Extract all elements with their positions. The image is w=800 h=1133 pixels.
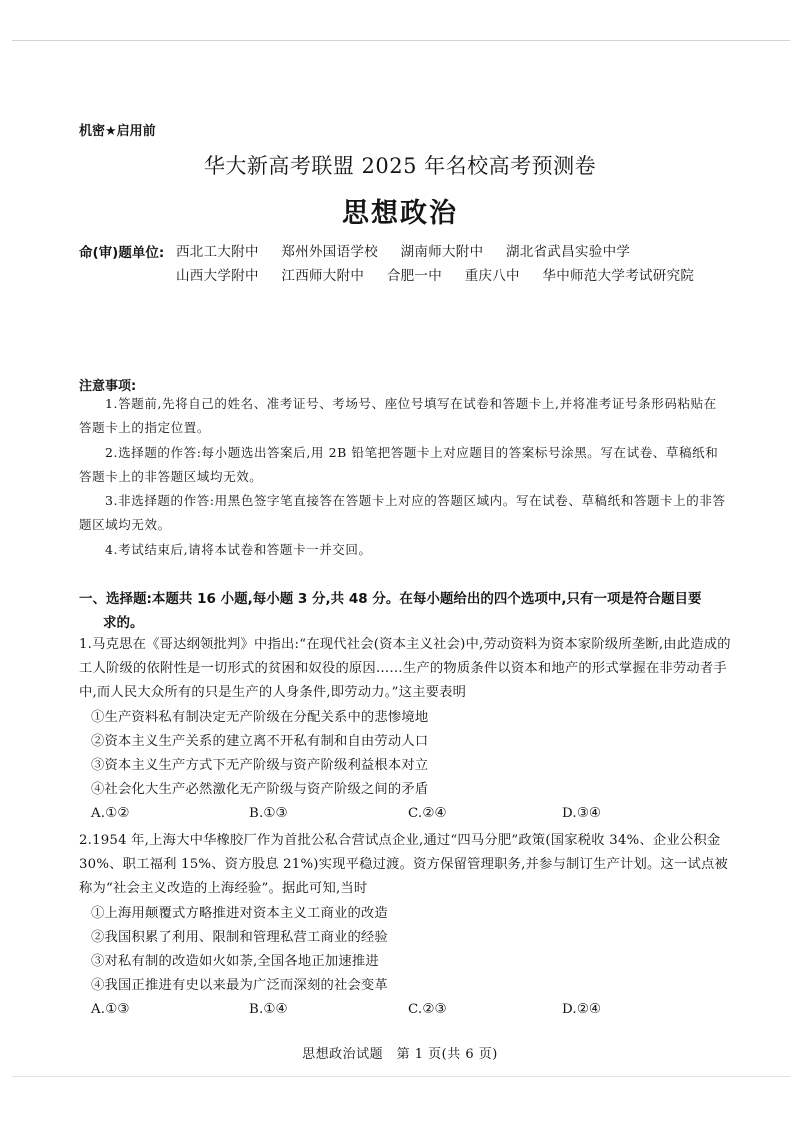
statement-item: ③对私有制的改造如火如荼,全国各地正加速推进 [91,954,379,970]
option-b[interactable]: B.①④ [249,1002,288,1018]
statement-item: ②我国积累了利用、限制和管理私营工商业的经验 [91,929,388,945]
notice-list [79,392,729,562]
units-list [176,240,736,288]
confidential-label: 机密★启用前 [79,124,156,139]
option-d[interactable]: D.③④ [562,806,602,822]
section-heading-line: 求的。 [103,615,144,631]
question-2 [79,829,734,1022]
unit-name: 华中师范大学考试研究院 [542,268,695,284]
notice-item: 4.考试结束后,请将本试卷和答题卡一并交回。 [105,541,372,557]
page-footer: 思想政治试题 第 1 页(共 6 页) [302,1047,498,1062]
page-bottom-edge [12,1076,790,1077]
answer-options [79,802,734,826]
unit-name: 湖南师大附中 [400,244,484,260]
unit-name: 江西师大附中 [281,268,365,284]
notice-item: 1.答题前,先将自己的姓名、准考证号、考场号、座位号填写在试卷和答题卡上,并将准考证号条形码粘贴在答题卡上的指定位置。 [79,396,717,436]
notice-item: 2.选择题的作答:每小题选出答案后,用 2B 铅笔把答题卡上对应题目的答案标号涂黑。写在试卷、草稿纸和答题卡上的非答题区域均无效。 [79,444,719,484]
unit-name: 西北工大附中 [176,244,259,260]
option-d[interactable]: D.②④ [562,1002,602,1018]
option-c[interactable]: C.②④ [408,806,447,822]
exam-title: 华大新高考联盟 2025 年名校高考预测卷 [203,154,597,178]
statement-item: ①上海用颠覆式方略推进对资本主义工商业的改造 [91,905,388,921]
option-a[interactable]: A.①② [91,806,130,822]
unit-name: 重庆八中 [464,268,520,284]
statement-item: ③资本主义生产方式下无产阶级与资产阶级利益根本对立 [91,758,429,774]
units-label: 命(审)题单位: [79,245,165,261]
answer-options [79,998,734,1022]
unit-name: 山西大学附中 [176,268,259,284]
statement-item: ②资本主义生产关系的建立离不开私有制和自由劳动人口 [91,733,429,749]
statement-item: ①生产资料私有制决定无产阶级在分配关系中的悲惨境地 [91,709,429,725]
notice-heading: 注意事项: [79,379,137,394]
unit-name: 合肥一中 [386,268,443,284]
question-stem: 1.马克思在《哥达纲领批判》中指出:“在现代社会(资本主义社会)中,劳动资料为资本家阶级所垄断,由此造成的工人阶级的依附性是一切形式的贫困和奴役的原因……生产的物质条件以资本和地产的形式掌握在非劳动者手中,而人民大众所有的只是生产的人身条件,即劳动力。”这主要表明 [79,637,731,701]
units-row-2 [176,264,736,288]
units-row-1 [176,240,736,264]
subject-title: 思想政治 [342,198,458,229]
statement-item: ④社会化大生产必然激化无产阶级与资产阶级之间的矛盾 [91,782,429,798]
notice-item: 3.非选择题的作答:用黑色签字笔直接答在答题卡上对应的答题区域内。写在试卷、草稿纸和答题卡上的非答题区域均无效。 [79,493,726,533]
question-stem: 2.1954 年,上海大中华橡胶厂作为首批公私合营试点企业,通过“四马分肥”政策(国家税收 34%、企业公积金 30%、职工福利 15%、资方股息 21%)实现平稳过渡。资方保留管理职务,并参与制订生产计划。这一试点被称为“社会主义改造的上海经验”。据此可知,当时 [79,833,729,897]
unit-name: 湖北省武昌实验中学 [506,244,631,260]
statement-item: ④我国正推进有史以来最为广泛而深刻的社会变革 [91,978,388,994]
option-c[interactable]: C.②③ [408,1002,447,1018]
unit-name: 郑州外国语学校 [281,244,379,260]
section-heading-line: 一、选择题:本题共 16 小题,每小题 3 分,共 48 分。在每小题给出的四个选项中,只有一项是符合题目要 [79,591,702,607]
section-heading [79,587,729,635]
option-a[interactable]: A.①③ [91,1002,130,1018]
question-1 [79,633,734,826]
option-b[interactable]: B.①③ [249,806,288,822]
